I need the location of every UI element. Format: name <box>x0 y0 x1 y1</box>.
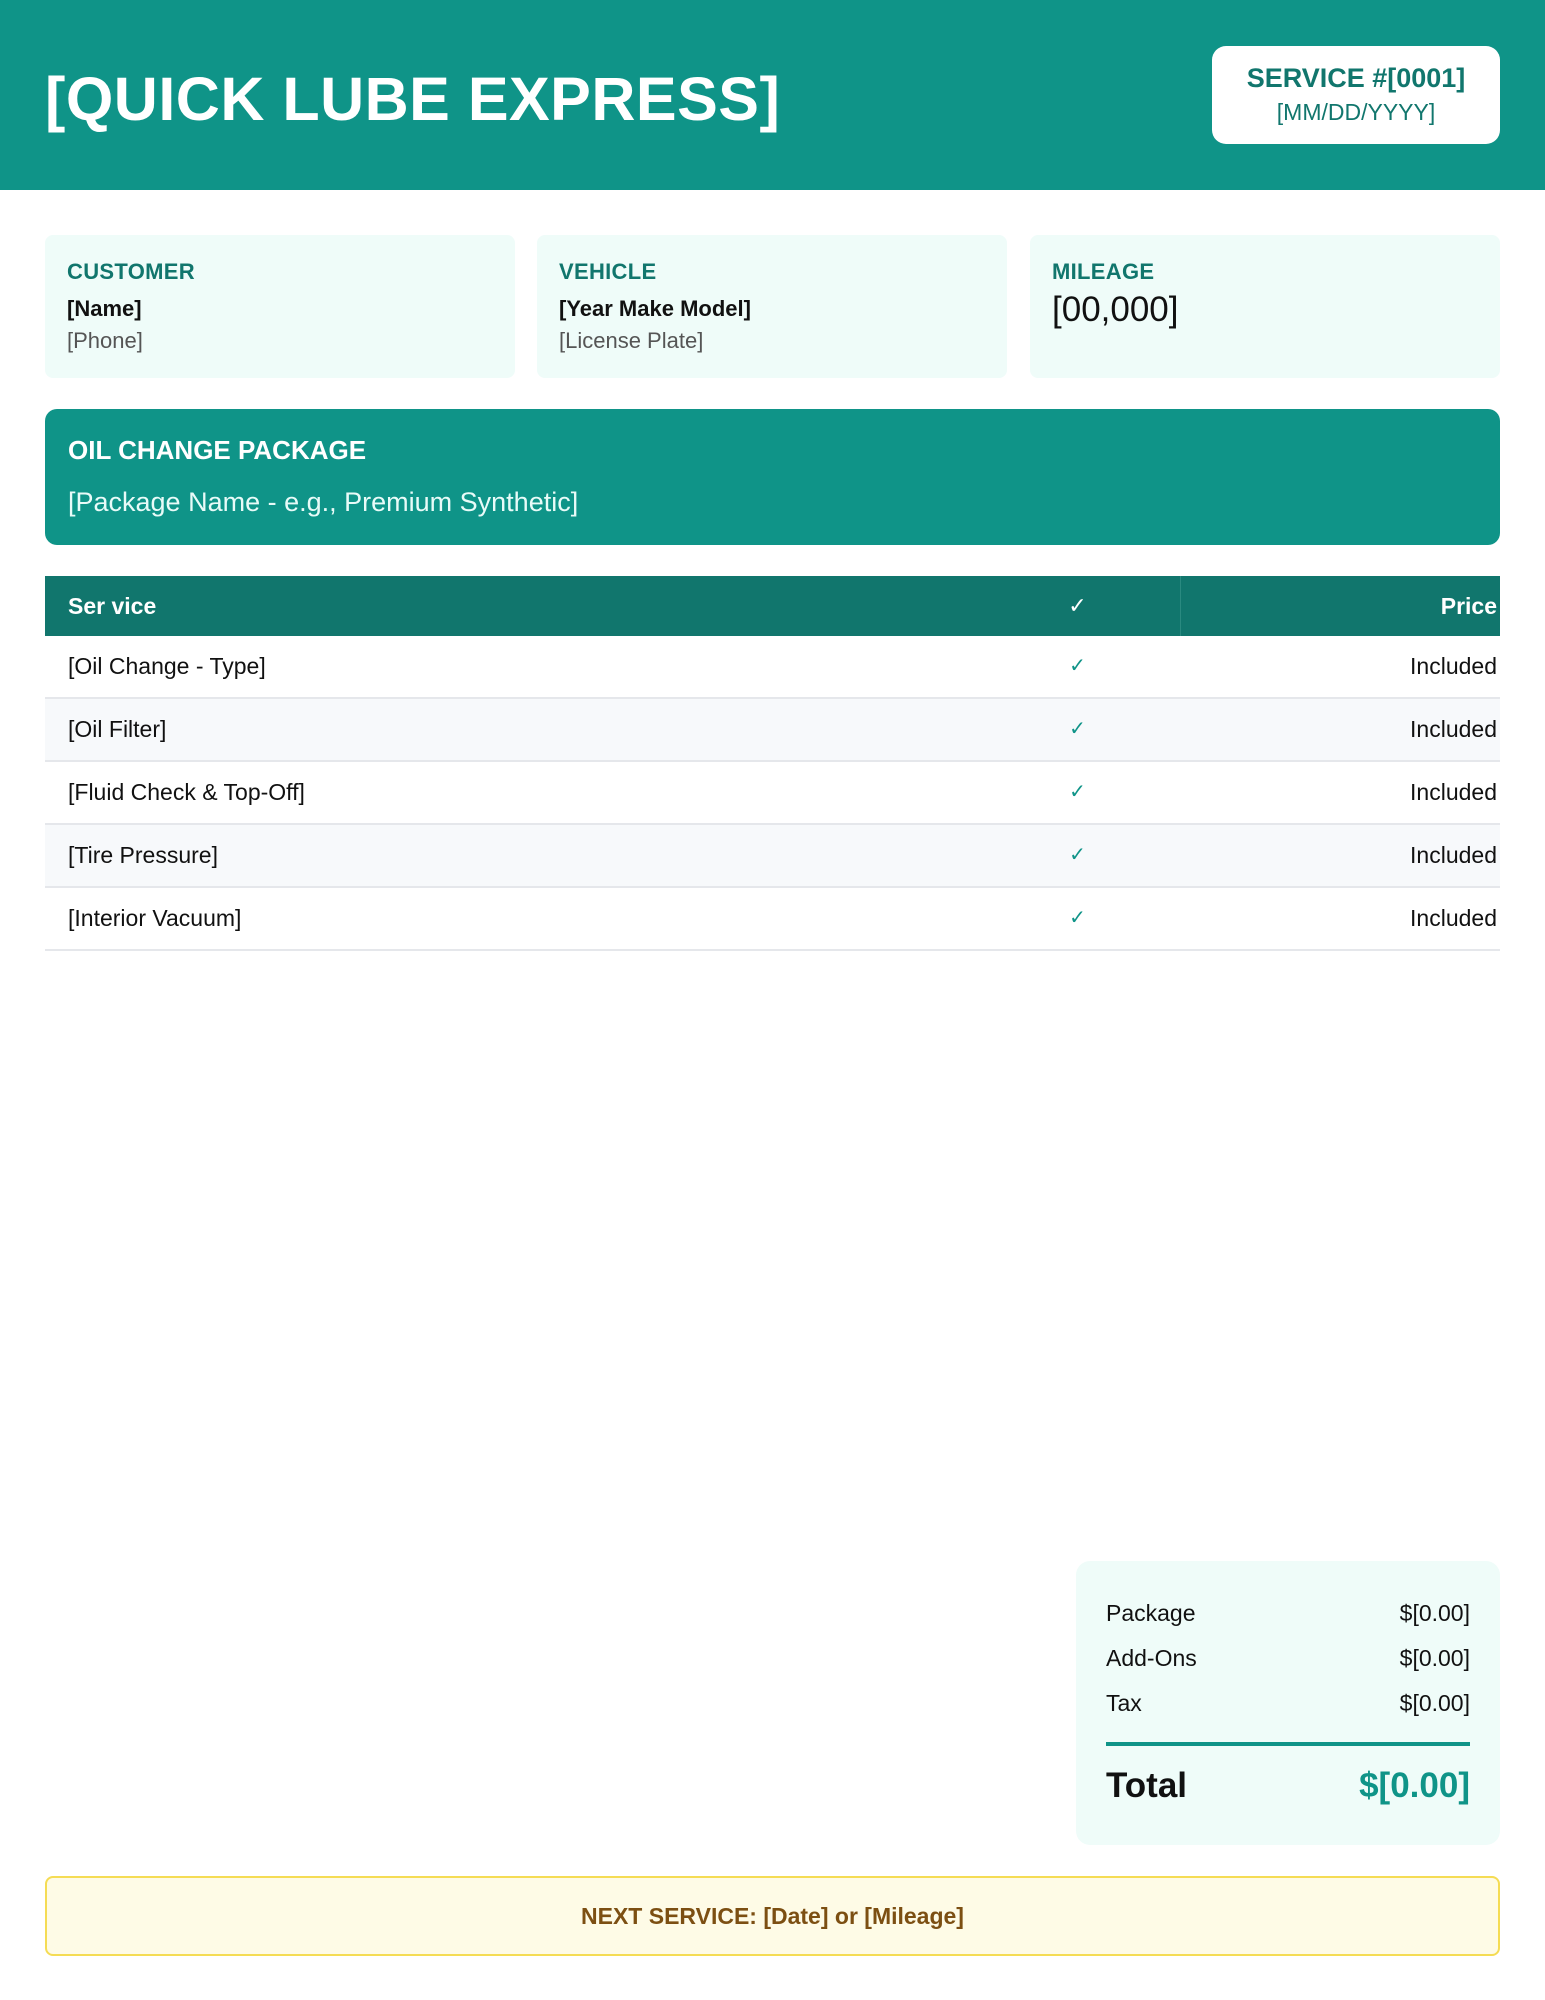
service-date: [MM/DD/YYYY] <box>1276 99 1436 125</box>
addons-value: $[0.00] <box>1399 1645 1470 1671</box>
mileage-value: [00,000] <box>1052 290 1179 329</box>
vehicle-label: VEHICLE <box>559 259 657 284</box>
table-row <box>45 762 1500 825</box>
column-header-check: ✓ <box>1068 593 1087 618</box>
column-header-service: Ser vice <box>68 593 157 619</box>
check-icon: ✓ <box>1069 781 1086 803</box>
vehicle-card <box>537 235 1007 378</box>
services-table <box>45 576 1500 951</box>
service-number: SERVICE #[0001] <box>1246 63 1466 93</box>
total-value: $[0.00] <box>1359 1766 1470 1805</box>
service-cell: [Oil Filter] <box>68 716 167 742</box>
table-row <box>45 699 1500 762</box>
totals-row-addons <box>1106 1644 1470 1672</box>
service-cell: [Interior Vacuum] <box>68 905 242 931</box>
package-total-value: $[0.00] <box>1399 1600 1470 1626</box>
price-cell: Included <box>1410 716 1497 742</box>
price-cell: Included <box>1410 653 1497 679</box>
customer-card <box>45 235 515 378</box>
mileage-label: MILEAGE <box>1052 259 1155 284</box>
tax-label: Tax <box>1106 1690 1142 1716</box>
business-name: [QUICK LUBE EXPRESS] <box>45 65 781 133</box>
service-cell: [Tire Pressure] <box>68 842 218 868</box>
table-row <box>45 636 1500 699</box>
check-icon: ✓ <box>1069 655 1086 677</box>
customer-phone: [Phone] <box>67 328 143 353</box>
check-icon: ✓ <box>1069 718 1086 740</box>
addons-label: Add-Ons <box>1106 1645 1197 1671</box>
next-service-notice: NEXT SERVICE: [Date] or [Mileage] <box>45 1876 1500 1956</box>
total-label: Total <box>1106 1766 1188 1805</box>
price-cell: Included <box>1410 779 1497 805</box>
package-label: OIL CHANGE PACKAGE <box>68 435 367 465</box>
service-cell: [Fluid Check & Top-Off] <box>68 779 305 805</box>
totals-row-total <box>1106 1766 1470 1806</box>
totals-box <box>1076 1561 1500 1845</box>
customer-label: CUSTOMER <box>67 259 195 284</box>
mileage-card <box>1030 235 1500 378</box>
price-cell: Included <box>1410 905 1497 931</box>
check-icon: ✓ <box>1069 844 1086 866</box>
vehicle-model: [Year Make Model] <box>559 296 751 321</box>
column-header-price: Price <box>1180 576 1500 636</box>
customer-name: [Name] <box>67 296 142 321</box>
package-banner <box>45 409 1500 545</box>
totals-divider <box>1106 1742 1470 1746</box>
table-row <box>45 825 1500 888</box>
package-name: [Package Name - e.g., Premium Synthetic] <box>68 487 579 517</box>
price-cell: Included <box>1410 842 1497 868</box>
table-header <box>45 576 1500 636</box>
package-total-label: Package <box>1106 1600 1196 1626</box>
totals-row-package <box>1106 1599 1470 1627</box>
header-bar <box>0 0 1545 190</box>
tax-value: $[0.00] <box>1399 1690 1470 1716</box>
totals-row-tax <box>1106 1689 1470 1717</box>
check-icon: ✓ <box>1069 907 1086 929</box>
service-cell: [Oil Change - Type] <box>68 653 266 679</box>
vehicle-plate: [License Plate] <box>559 328 704 353</box>
table-row <box>45 888 1500 951</box>
service-info-box <box>1212 46 1500 144</box>
